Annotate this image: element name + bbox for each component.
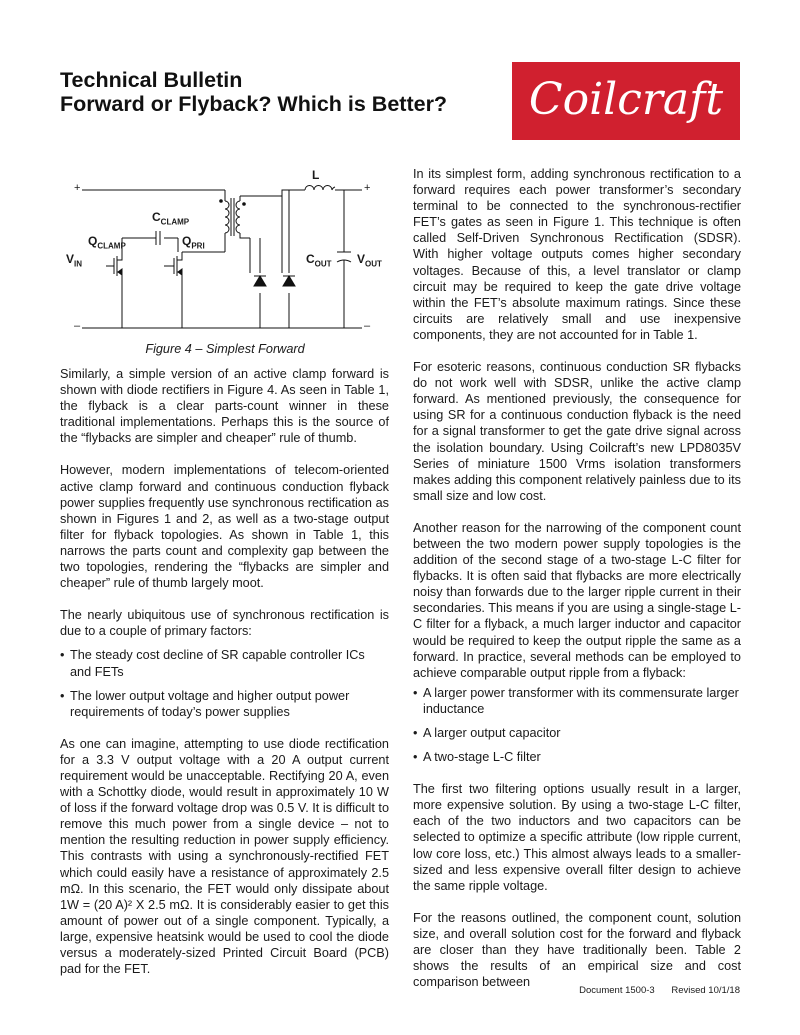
cout-sub: OUT bbox=[314, 259, 332, 269]
vout-label bbox=[357, 252, 382, 268]
plus-left: + bbox=[74, 182, 81, 194]
paragraph: For esoteric reasons, continuous conduction SR flybacks do not work well with SDSR, unlike the active clamp forward. As mentioned previously, the consequence for using SR for a continuous conduction flyback is the need for a signal transformer to get the gate drive signal across the isolation boundary. Using Coilcraft’s new LPD8035V Series of miniature 1500 Vrms isolation transformers makes adding this component relatively painless due to its small size and low cost. bbox=[413, 360, 741, 503]
cout-main: C bbox=[306, 252, 315, 266]
plus-right: + bbox=[364, 182, 371, 194]
title-line-2: Forward or Flyback? Which is Better? bbox=[60, 92, 448, 116]
coilcraft-logo bbox=[512, 62, 740, 140]
pri-fet-label bbox=[182, 234, 205, 250]
cout-label bbox=[306, 252, 332, 268]
clamp-cap-label bbox=[152, 210, 189, 226]
clamp-cap-main: C bbox=[152, 210, 161, 224]
circuit-diagram bbox=[60, 168, 390, 348]
vin-main: V bbox=[66, 252, 75, 266]
page-title bbox=[60, 68, 500, 116]
left-column bbox=[60, 366, 389, 993]
paragraph: Another reason for the narrowing of the component count between the two modern power supply topologies is the addition of the second stage of a two-stage L-C filter for flybacks. It is often said that flybacks are more electrically noisy than forwards due to the larger ripple current in their secondaries. This means if you are using a single-stage L-C filter for a flyback, a much larger inductor and capacitor would be required to keep the output ripple the same as a forward. In practice, several methods can be employed to achieve comparable output ripple from a flyback: bbox=[413, 520, 741, 680]
vin-sub: IN bbox=[74, 259, 83, 269]
figure-caption: Figure 4 – Simplest Forward bbox=[145, 342, 305, 356]
list-item: • A larger power transformer with its commensurate larger inductance bbox=[413, 685, 741, 717]
page-footer bbox=[579, 985, 740, 996]
list-item: • The steady cost decline of SR capable controller ICs and FETs bbox=[60, 647, 389, 679]
right-column bbox=[413, 166, 741, 1006]
pri-fet-main: Q bbox=[182, 234, 192, 248]
list-item: • A two-stage L-C filter bbox=[413, 749, 741, 765]
list-item: • The lower output voltage and higher output power requirements of today’s power supplies bbox=[60, 688, 389, 720]
inductor-label: L bbox=[312, 168, 320, 182]
pri-fet-sub: PRI bbox=[191, 241, 205, 251]
paragraph: For the reasons outlined, the component count, solution size, and overall solution cost for the forward and flyback are closer than they have traditionally been. Table 2 shows the results of an empirical size and cost comparison between bbox=[413, 910, 741, 990]
bullet-list bbox=[60, 647, 389, 719]
clamp-fet-main: Q bbox=[88, 234, 98, 248]
clamp-fet-label bbox=[88, 234, 126, 250]
minus-right: – bbox=[364, 320, 371, 332]
clamp-cap-sub: CLAMP bbox=[160, 217, 190, 227]
paragraph: The nearly ubiquitous use of synchronous rectification is due to a couple of primary factors: bbox=[60, 608, 389, 639]
document-number: Document 1500-3 bbox=[579, 985, 655, 996]
paragraph: The first two filtering options usually result in a larger, more expensive solution. By using a two-stage L-C filter, each of the two inductors and two capacitors can be selected to optimize a specific attribute (low ripple current, low core loss, etc.) This almost always leads to a smaller-sized and less expensive overall filter design to achieve the same ripple voltage. bbox=[413, 782, 741, 893]
clamp-fet-sub: CLAMP bbox=[97, 241, 126, 251]
paragraph: Similarly, a simple version of an active clamp forward is shown with diode rectifiers in Figure 4. As seen in Table 1, the flyback is a clear parts-count winner in these traditional implementations. Perhaps this is the source of the “flybacks are simpler and cheaper” rule of thumb. bbox=[60, 367, 389, 446]
paragraph: In its simplest form, adding synchronous rectification to a forward requires each power transformer’s secondary terminal to be connected to the synchronous-rectifier FET’s gates as seen in Figure 1. This technique is often called Self-Driven Synchronous Rectification (SDSR). With higher voltage outputs comes higher secondary voltages. Because of this, a level translator or clamp circuit may be required to keep the gate drive voltage within the FET’s absolute maximum ratings. Since these circuits are relatively small and use inexpensive components, they are not accounted for in Table 1. bbox=[413, 167, 741, 342]
minus-left: – bbox=[74, 320, 81, 332]
paragraph: As one can imagine, attempting to use diode rectification for a 3.3 V output voltage with a 20 A output current requirement would be unacceptable. Rectifying 20 A, even with a Schottky diode, would result in approximately 10 W of loss if the forward voltage drop was 0.5 V. It is difficult to remove this much power from a single device – not to mention the resulting reduction in power supply efficiency. This contrasts with using a synchronously-rectified FET which could easily have a resistance of approximately 2.5 mΩ. In this scenario, the FET would only dissipate about 1W = (20 A)² X 2.5 mΩ. It is considerably easier to get this amount of power out of a single component. Typically, a large, expensive heatsink would be used to cool the diode versus a moderately-sized Printed Circuit Board (PCB) pad for the FET. bbox=[60, 736, 389, 977]
list-item: • A larger output capacitor bbox=[413, 725, 741, 741]
title-line-1: Technical Bulletin bbox=[60, 68, 243, 92]
vout-sub: OUT bbox=[365, 259, 382, 269]
bullet-list bbox=[413, 685, 741, 765]
revision-date: Revised 10/1/18 bbox=[671, 985, 740, 996]
paragraph: However, modern implementations of telecom-oriented active clamp forward and continuous conduction flyback power supplies frequently use synchronous rectification as shown in Figures 1 and 2, as well as a two-stage output filter for flyback topologies. As shown in Table 1, this narrows the parts count and complexity gap between the two topologies, rendering the “flybacks are simpler and cheaper” rule of thumb largely moot. bbox=[60, 463, 389, 591]
logo-wordmark: Coilcraft bbox=[528, 74, 724, 125]
vin-label bbox=[66, 252, 82, 268]
vout-main: V bbox=[357, 252, 366, 266]
